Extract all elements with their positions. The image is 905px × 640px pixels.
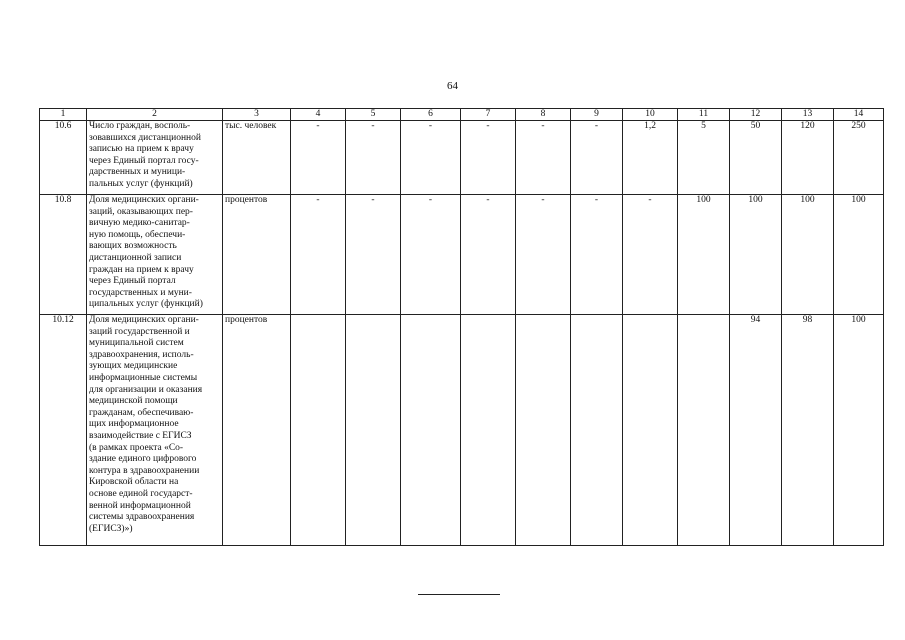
value-cell: 100 <box>730 195 782 315</box>
indicator-name <box>87 315 223 546</box>
indicator-name-line: здравоохранения, исполь- <box>89 349 194 360</box>
indicator-name-line: зовавшихся дистанционной <box>89 132 201 143</box>
indicator-name-line: информационные системы <box>89 372 198 383</box>
column-header: 7 <box>461 109 516 121</box>
unit-cell: процентов <box>223 195 291 315</box>
value-cell: 1,2 <box>623 121 678 195</box>
indicator-name-line: венной информационной <box>89 500 191 511</box>
value-cell: - <box>401 195 461 315</box>
value-cell: 98 <box>782 315 834 546</box>
indicator-name-line: (в рамках проекта «Со- <box>89 442 184 453</box>
value-cell <box>291 315 346 546</box>
page-number: 64 <box>447 80 458 92</box>
indicator-name-line: зующих медицинские <box>89 361 178 372</box>
indicators-table <box>39 108 884 546</box>
indicator-name-line: основе единой государст- <box>89 488 193 499</box>
indicator-name-line: муниципальной систем <box>89 338 184 349</box>
column-header: 3 <box>223 109 291 121</box>
footer-rule <box>418 594 500 595</box>
value-cell: 100 <box>782 195 834 315</box>
column-header: 11 <box>678 109 730 121</box>
column-header: 6 <box>401 109 461 121</box>
row-number: 10.6 <box>40 121 87 195</box>
value-cell <box>623 315 678 546</box>
table-row <box>40 195 884 315</box>
value-cell: - <box>571 121 623 195</box>
indicator-name-line: ную помощь, обеспечи- <box>89 229 186 240</box>
table-row <box>40 315 884 546</box>
value-cell: - <box>291 195 346 315</box>
indicator-name-line: ципальных услуг (функций) <box>89 299 203 310</box>
unit-cell: процентов <box>223 315 291 546</box>
value-cell: 94 <box>730 315 782 546</box>
row-number: 10.8 <box>40 195 87 315</box>
indicator-name-line: медицинской помощи <box>89 396 178 407</box>
indicator-name-line: здание единого цифрового <box>89 454 197 465</box>
indicator-name-line: дистанционной записи <box>89 252 182 263</box>
value-cell: - <box>291 121 346 195</box>
column-header: 4 <box>291 109 346 121</box>
indicator-name-line: заций государственной и <box>89 326 190 337</box>
value-cell <box>346 315 401 546</box>
value-cell: 100 <box>834 195 884 315</box>
indicator-name-line: щих информационное <box>89 419 179 430</box>
table-row <box>40 121 884 195</box>
indicator-name-line: контура в здравоохранении <box>89 465 200 476</box>
value-cell <box>571 315 623 546</box>
indicator-name <box>87 195 223 315</box>
column-header: 14 <box>834 109 884 121</box>
value-cell: - <box>571 195 623 315</box>
indicator-name <box>87 121 223 195</box>
value-cell: 100 <box>834 315 884 546</box>
indicator-name-line: государственных и муни- <box>89 287 192 298</box>
indicator-name-line: заций, оказывающих пер- <box>89 206 193 217</box>
column-header: 9 <box>571 109 623 121</box>
indicator-name-line: гражданам, обеспечиваю- <box>89 407 194 418</box>
value-cell <box>461 315 516 546</box>
table-body <box>40 121 884 546</box>
value-cell: - <box>516 195 571 315</box>
indicator-name-line: дарственных и муници- <box>89 167 186 178</box>
indicator-name-line: для организации и оказания <box>89 384 203 395</box>
row-number: 10.12 <box>40 315 87 546</box>
value-cell <box>678 315 730 546</box>
indicator-name-line: вичную медико-санитар- <box>89 218 190 229</box>
value-cell <box>401 315 461 546</box>
column-header: 12 <box>730 109 782 121</box>
value-cell: 5 <box>678 121 730 195</box>
indicator-name-line: Доля медицинских органи- <box>89 195 199 205</box>
value-cell: - <box>346 195 401 315</box>
value-cell: 120 <box>782 121 834 195</box>
column-header: 2 <box>87 109 223 121</box>
header-row <box>40 109 884 121</box>
column-header: 1 <box>40 109 87 121</box>
indicator-name-line: записью на прием к врачу <box>89 144 194 155</box>
indicator-name-line: Число граждан, восполь- <box>89 121 191 131</box>
value-cell: - <box>461 195 516 315</box>
indicator-name-line: Кировской области на <box>89 477 179 488</box>
value-cell: - <box>516 121 571 195</box>
value-cell: 250 <box>834 121 884 195</box>
indicator-name-line: граждан на прием к врачу <box>89 264 194 275</box>
value-cell <box>516 315 571 546</box>
column-header: 8 <box>516 109 571 121</box>
value-cell: - <box>461 121 516 195</box>
indicator-name-line: вающих возможность <box>89 241 177 252</box>
value-cell: 50 <box>730 121 782 195</box>
column-header: 13 <box>782 109 834 121</box>
indicator-name-line: Доля медицинских органи- <box>89 315 199 325</box>
value-cell: - <box>623 195 678 315</box>
unit-cell: тыс. человек <box>223 121 291 195</box>
column-header: 10 <box>623 109 678 121</box>
indicator-name-line: системы здравоохранения <box>89 512 195 523</box>
value-cell: - <box>401 121 461 195</box>
indicator-name-line: через Единый портал госу- <box>89 155 199 166</box>
indicator-name-line: пальных услуг (функций) <box>89 178 193 189</box>
value-cell: - <box>346 121 401 195</box>
column-header: 5 <box>346 109 401 121</box>
indicator-name-line: (ЕГИСЗ)») <box>89 523 133 534</box>
value-cell: 100 <box>678 195 730 315</box>
indicator-name-line: через Единый портал <box>89 276 176 287</box>
indicator-name-line: взаимодействие с ЕГИСЗ <box>89 430 192 441</box>
